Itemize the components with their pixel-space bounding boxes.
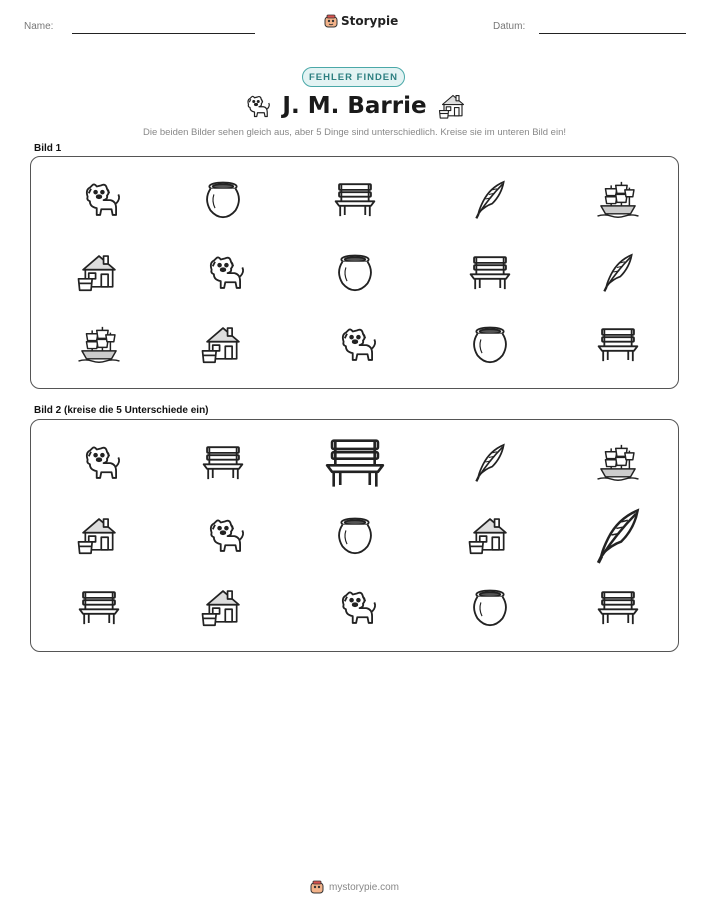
ship-icon (595, 179, 641, 220)
bench-icon[interactable] (322, 433, 388, 492)
pot-icon (200, 179, 246, 220)
quill-icon (595, 252, 641, 293)
pot-icon (332, 252, 378, 293)
brand-name: Storypie (341, 14, 399, 28)
bench-icon[interactable] (200, 442, 246, 483)
dog-icon[interactable] (200, 515, 246, 556)
quill-icon[interactable] (467, 442, 513, 483)
bench-icon (467, 252, 513, 293)
house-icon[interactable] (467, 515, 513, 556)
footer (0, 880, 709, 894)
house-icon (438, 92, 468, 120)
ship-icon[interactable] (595, 442, 641, 483)
footer-url[interactable]: mystorypie.com (328, 881, 399, 893)
storypie-logo-icon (324, 14, 338, 28)
quill-icon (467, 179, 513, 220)
name-label: Name: (24, 21, 54, 32)
picture-2-label: Bild 2 (kreise die 5 Unterschiede ein) (34, 405, 209, 416)
picture-1-panel (30, 156, 679, 389)
dog-icon (76, 179, 122, 220)
pot-icon[interactable] (332, 515, 378, 556)
ship-icon (76, 324, 122, 365)
brand-logo (324, 14, 398, 28)
date-label: Datum: (493, 21, 526, 32)
name-field[interactable] (72, 33, 255, 34)
picture-2-panel[interactable] (30, 419, 679, 652)
date-field[interactable] (539, 33, 686, 34)
house-icon (76, 252, 122, 293)
house-icon[interactable] (200, 587, 246, 628)
picture-1-label: Bild 1 (34, 143, 62, 154)
dog-icon[interactable] (76, 442, 122, 483)
quill-icon[interactable] (585, 506, 651, 565)
dog-icon[interactable] (332, 587, 378, 628)
pot-icon (467, 324, 513, 365)
bench-icon (332, 179, 378, 220)
worksheet-type-badge: FEHLER FINDEN (302, 67, 405, 87)
instructions: Die beiden Bilder sehen gleich aus, aber 5 Dinge sind unterschiedlich. Kreise sie im unteren Bild ein! (143, 127, 566, 138)
storypie-logo-icon (310, 880, 324, 894)
bench-icon (595, 324, 641, 365)
pot-icon[interactable] (467, 587, 513, 628)
house-icon (200, 324, 246, 365)
bench-icon[interactable] (595, 587, 641, 628)
dog-icon (332, 324, 378, 365)
bench-icon[interactable] (76, 587, 122, 628)
dog-icon (200, 252, 246, 293)
house-icon[interactable] (76, 515, 122, 556)
page-title: J. M. Barrie (282, 93, 427, 119)
